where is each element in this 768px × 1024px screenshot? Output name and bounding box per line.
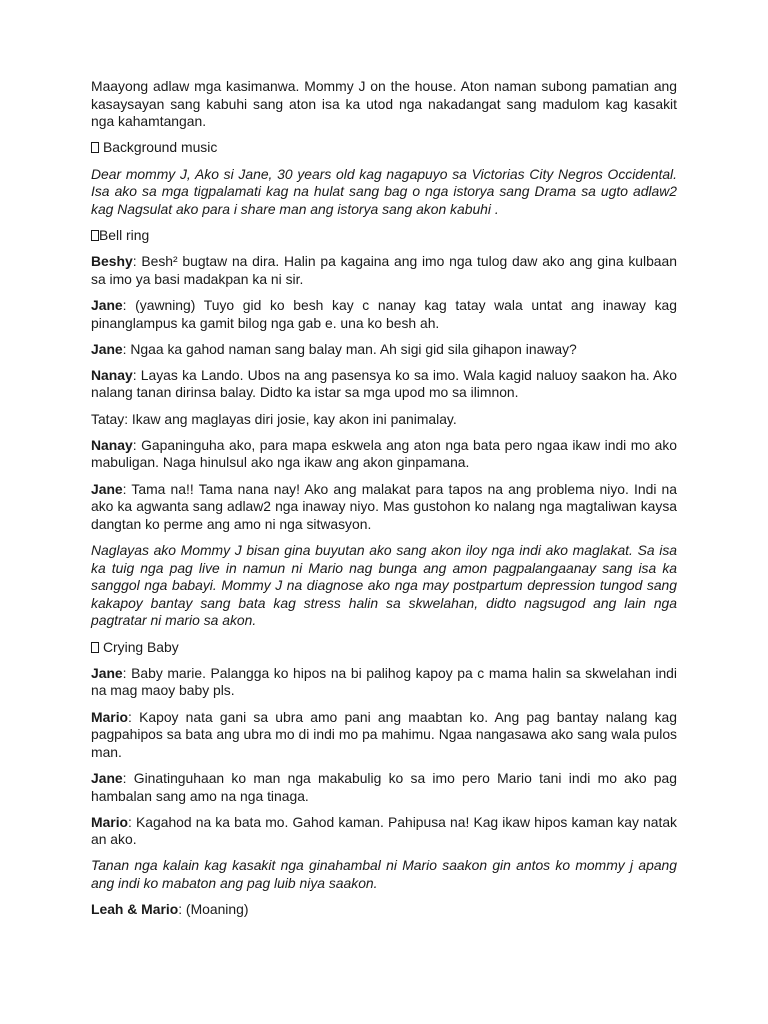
missing-glyph-icon xyxy=(91,142,99,153)
missing-glyph-icon xyxy=(91,642,99,653)
sound-cue-background-music: Background music xyxy=(91,139,677,157)
speaker-name: Mario xyxy=(91,813,129,830)
dialogue-text: : Ngaa ka gahod naman sang balay man. Ah sigi gid sila gihapon inaway? xyxy=(122,340,577,357)
dialogue-text: : Kagahod na ka bata mo. Gahod kaman. Pahipusa na! Kag ikaw hipos kaman kay natak an ako. xyxy=(91,813,677,848)
dialogue-text: : Layas ka Lando. Ubos na ang pasensya ko sa imo. Wala kagid naluoy saakon ha. Ako nalang tanan dirinsa balay. Didto ka istar sa mga upod mo sa ilimnon. xyxy=(91,366,677,401)
dialogue-line xyxy=(91,481,677,534)
speaker-name: Jane xyxy=(91,769,123,786)
dialogue-text: : Tama na!! Tama nana nay! Ako ang malakat para tapos na ang problema niyo. Indi na ako ka agwanta sang adlaw2 nga inaway niyo. Mas gustohon ko nalang nga magtaliwan kaysa dangtan ko perme ang amo ni nga sitwasyon. xyxy=(91,480,677,532)
dialogue-line xyxy=(91,341,677,359)
dialogue-line xyxy=(91,709,677,762)
sound-cue-crying-baby: Crying Baby xyxy=(91,639,677,657)
speaker-name: Beshy xyxy=(91,253,133,270)
dialogue-text: : Kapoy nata gani sa ubra amo pani ang maabtan ko. Ang pag bantay nalang kag pagpahipos sa bata ang ubra mo di indi mo pa mahimu. Ngaa nangasawa ako sang wala pulos man. xyxy=(91,708,677,760)
dialogue-line xyxy=(91,367,677,402)
speaker-name: Nanay xyxy=(91,436,133,453)
dialogue-text: : Gapaninguha ako, para mapa eskwela ang aton nga bata pero ngaa ikaw indi mo ako mabuligan. Naga hinulsul ako nga ikaw ang akon ginpamana. xyxy=(91,436,677,471)
speaker-name: Jane xyxy=(91,340,123,357)
speaker-name: Mario xyxy=(91,708,129,725)
dialogue-line xyxy=(91,814,677,849)
speaker-name: Jane xyxy=(91,296,123,313)
dialogue-text: : (Moaning) xyxy=(178,901,249,918)
dialogue-line xyxy=(91,901,677,919)
speaker-name: Jane xyxy=(91,480,123,497)
narration-paragraph: Tanan nga kalain kag kasakit nga ginahambal ni Mario saakon gin antos ko mommy j apang ang indi ko mabaton ang pag luib niya saakon. xyxy=(91,857,677,892)
paragraph-intro: Maayong adlaw mga kasimanwa. Mommy J on the house. Aton naman subong pamatian ang kasaysayan sang kabuhi sang aton isa ka utod nga nakadangat sang madulom kag kasakit nga kahamtangan. xyxy=(91,78,677,130)
dialogue-line xyxy=(91,770,677,805)
narration-letter: Dear mommy J, Ako si Jane, 30 years old kag nagapuyo sa Victorias City Negros Occidental. Isa ako sa mga tigpalamati kag na hulat sang bag o nga istorya sang Drama sa ugto adlaw2 kag Nagsulat ako para i share man ang istorya sang akon kabuhi . xyxy=(91,165,677,217)
dialogue-text: : Ginatinguhaan ko man nga makabulig ko sa imo pero Mario tani indi mo ako pag hambalan sang amo na nga tinaga. xyxy=(91,769,677,804)
dialogue-line xyxy=(91,665,677,700)
missing-glyph-icon xyxy=(91,230,99,241)
document-page xyxy=(91,78,677,927)
speaker-name: Leah & Mario xyxy=(91,901,179,918)
sound-cue-bell-ring: Bell ring xyxy=(91,227,677,245)
dialogue-line xyxy=(91,437,677,472)
dialogue-text: : (yawning) Tuyo gid ko besh kay c nanay kag tatay wala untat ang inaway kag pinanglampus ka gamit bilog nga gab e. una ko besh ah. xyxy=(91,296,677,331)
dialogue-line xyxy=(91,297,677,332)
dialogue-line-tatay: Tatay: Ikaw ang maglayas diri josie, kay akon ini panimalay. xyxy=(91,410,457,427)
narration-paragraph: Naglayas ako Mommy J bisan gina buyutan ako sang akon iloy nga indi ako maglakat. Sa isa ka tuig nga pag live in namun ni Mario nag bunga ang amon pagpalangaanay sang isa ka sanggol nga babayi. Mommy J na diagnose ako nga may postpartum depression tungod sang kakapoy bantay sang bata kag stress halin sa skwelahan, didto nagsugod ang lain nga pagtratar ni mario sa akon. xyxy=(91,542,677,629)
dialogue-text: : Besh² bugtaw na dira. Halin pa kagaina ang imo nga tulog daw ako ang gina kulbaan sa imo ya basi madakpan ka ni sir. xyxy=(91,253,677,287)
speaker-name: Jane xyxy=(91,664,123,681)
speaker-name: Nanay xyxy=(91,366,133,383)
dialogue-line xyxy=(91,253,677,288)
dialogue-text: : Baby marie. Palangga ko hipos na bi palihog kapoy pa c mama halin sa skwelahan indi na mag maoy baby pls. xyxy=(91,664,677,699)
